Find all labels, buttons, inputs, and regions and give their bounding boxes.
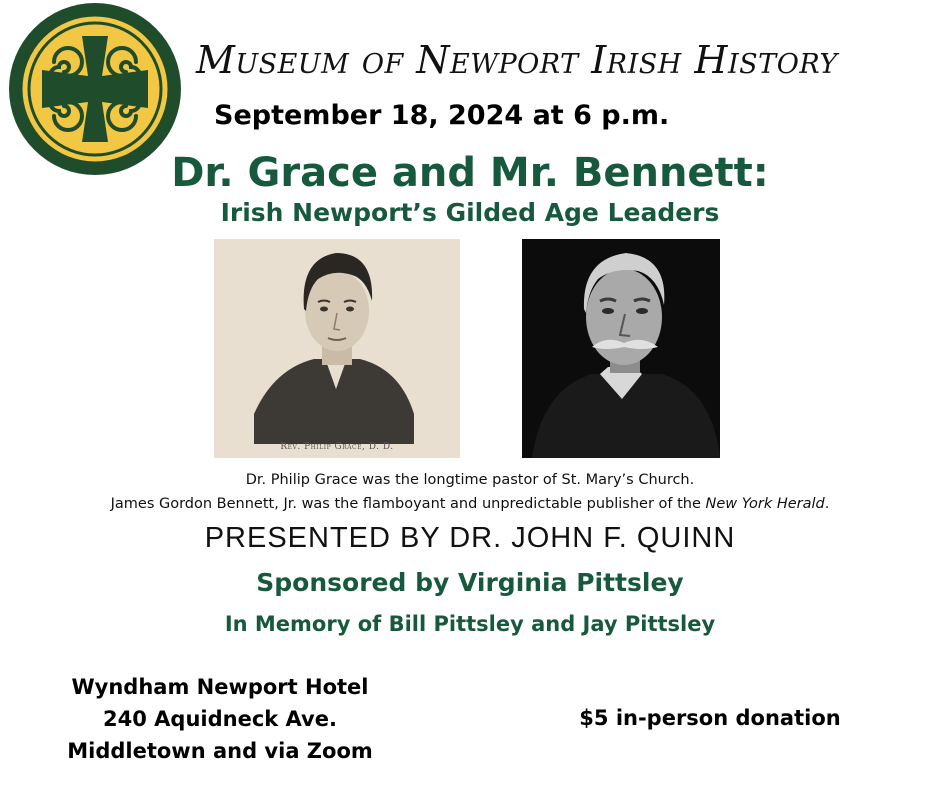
- talk-subtitle: Irish Newport’s Gilded Age Leaders: [220, 198, 720, 227]
- presenter-line: PRESENTED BY DR. JOHN F. QUINN: [204, 522, 736, 554]
- bennett-caption-text: James Gordon Bennett, Jr. was the flamboyant and unpredictable publisher of the: [110, 496, 706, 512]
- talk-title: Dr. Grace and Mr. Bennett:: [171, 150, 769, 196]
- sponsor-line: Sponsored by Virginia Pittsley: [256, 568, 684, 597]
- venue-name: Wyndham Newport Hotel: [71, 675, 369, 699]
- grace-portrait-caption: Rev. Philip Grace, D. D.: [280, 442, 394, 452]
- museum-name: Museum of Newport Irish History: [196, 38, 838, 82]
- memorial-line: In Memory of Bill Pittsley and Jay Pittsley: [224, 612, 716, 636]
- venue-city: Middletown and via Zoom: [67, 739, 373, 763]
- event-date: September 18, 2024 at 6 p.m.: [214, 100, 670, 131]
- donation-info: $5 in-person donation: [579, 706, 841, 730]
- grace-caption: Dr. Philip Grace was the longtime pastor of St. Mary’s Church.: [245, 472, 695, 488]
- venue-address: 240 Aquidneck Ave.: [103, 707, 337, 731]
- bennett-portrait: [522, 239, 720, 458]
- bennett-caption: [0, 496, 940, 512]
- bennett-caption-end: .: [824, 496, 830, 512]
- grace-portrait: [214, 239, 460, 458]
- newspaper-title: New York Herald: [705, 496, 825, 512]
